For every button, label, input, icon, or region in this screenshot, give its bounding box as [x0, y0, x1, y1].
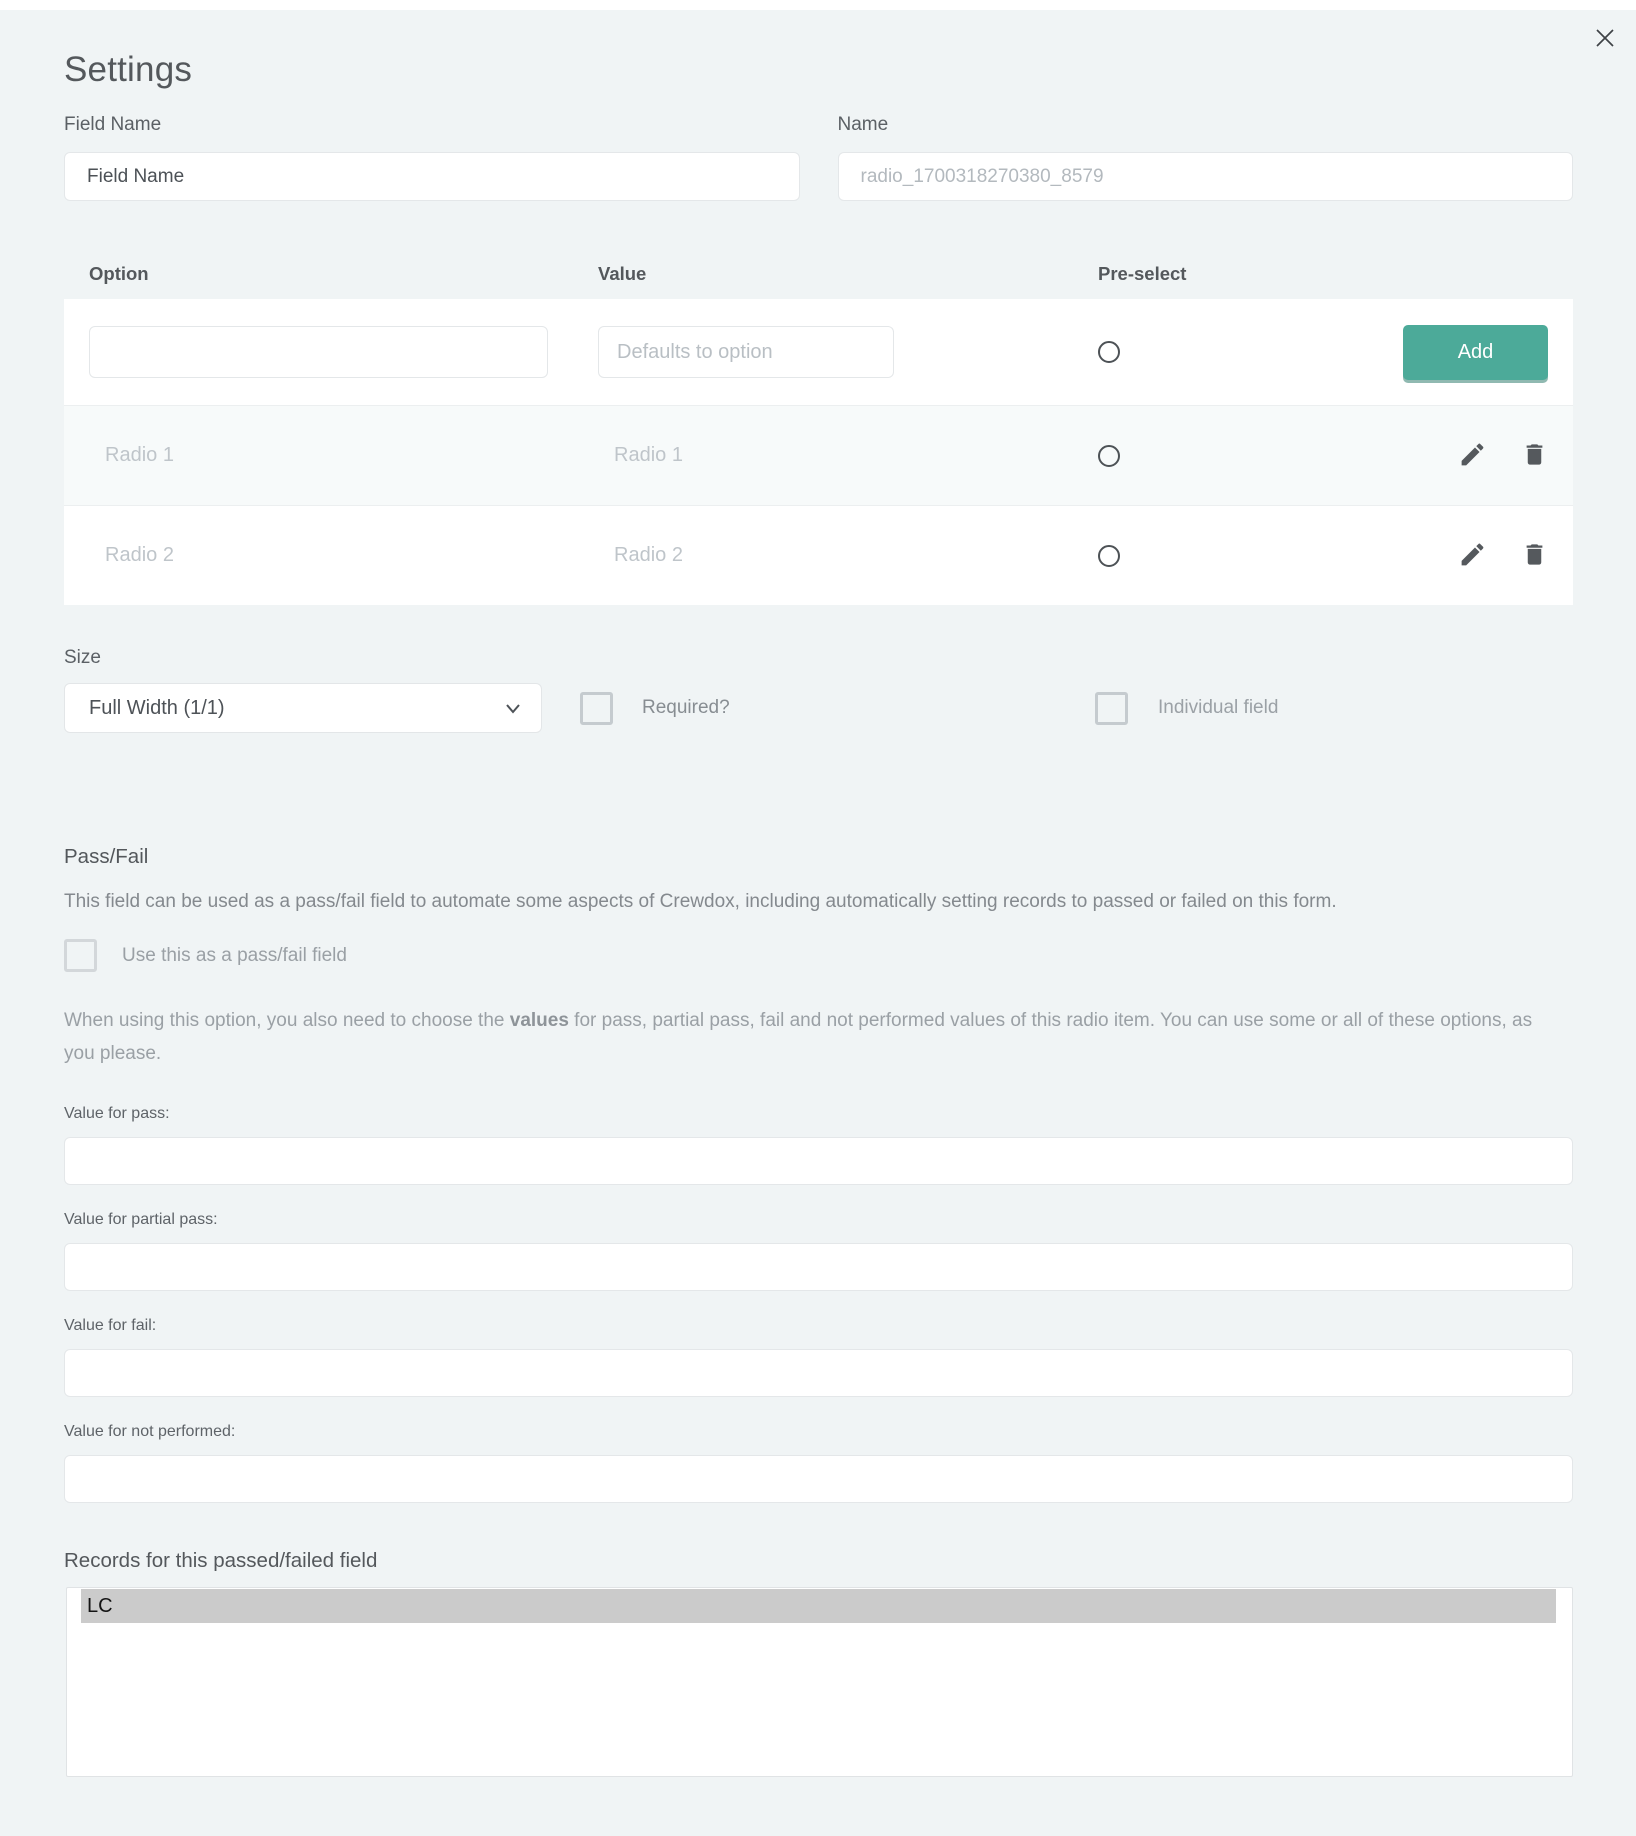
preselect-radio[interactable] — [1098, 445, 1120, 467]
value-for-not-performed-label: Value for not performed: — [64, 1423, 236, 1440]
pass-fail-checkbox-label: Use this as a pass/fail field — [122, 944, 347, 966]
new-preselect-radio[interactable] — [1098, 341, 1120, 363]
new-option-row — [64, 299, 1573, 405]
pass-fail-checkbox[interactable] — [64, 939, 97, 972]
pencil-icon — [1458, 540, 1487, 572]
trash-icon — [1521, 440, 1548, 472]
delete-option-button[interactable] — [1521, 440, 1548, 472]
value-for-pass-label: Value for pass: — [64, 1105, 170, 1122]
trash-icon — [1521, 540, 1548, 572]
value-column-header: Value — [598, 263, 647, 284]
size-label: Size — [64, 647, 101, 668]
individual-field-checkbox[interactable] — [1095, 692, 1128, 725]
note-text-before: When using this option, you also need to choose the — [64, 1010, 510, 1031]
page-top-strip — [0, 0, 1636, 10]
preselect-radio[interactable] — [1098, 545, 1120, 567]
chevron-down-icon — [503, 700, 523, 724]
records-listbox[interactable] — [66, 1587, 1573, 1777]
option-cell: Radio 1 — [105, 444, 174, 466]
name-input[interactable] — [838, 152, 1574, 201]
new-option-input[interactable] — [89, 326, 548, 378]
value-cell: Radio 1 — [614, 444, 683, 466]
edit-option-button[interactable] — [1458, 440, 1487, 472]
individual-field-checkbox-label: Individual field — [1158, 697, 1279, 718]
records-heading: Records for this passed/failed field — [64, 1549, 378, 1572]
pencil-icon — [1458, 440, 1487, 472]
delete-option-button[interactable] — [1521, 540, 1548, 572]
page-title: Settings — [64, 50, 193, 89]
option-column-header: Option — [89, 263, 149, 284]
option-cell: Radio 2 — [105, 544, 174, 566]
name-label: Name — [837, 114, 889, 135]
pass-fail-note — [64, 1004, 1573, 1070]
new-value-input[interactable] — [598, 326, 894, 378]
field-name-input[interactable] — [64, 152, 800, 201]
value-for-fail-input[interactable] — [64, 1349, 1573, 1397]
note-text-bold: values — [509, 1010, 569, 1031]
note-text-line2: you please. — [64, 1043, 162, 1064]
edit-option-button[interactable] — [1458, 540, 1487, 572]
settings-modal — [0, 10, 1636, 1836]
value-for-not-performed-input[interactable] — [64, 1455, 1573, 1503]
value-cell: Radio 2 — [614, 544, 683, 566]
options-table-header — [64, 263, 1573, 285]
options-table — [64, 299, 1573, 605]
preselect-column-header: Pre-select — [1098, 263, 1187, 284]
field-name-label: Field Name — [64, 114, 162, 135]
value-for-partial-pass-input[interactable] — [64, 1243, 1573, 1291]
pass-fail-heading: Pass/Fail — [64, 845, 149, 868]
value-for-partial-pass-label: Value for partial pass: — [64, 1211, 218, 1228]
required-checkbox-label: Required? — [642, 697, 730, 718]
add-option-button[interactable]: Add — [1403, 325, 1548, 380]
option-row-radio-2 — [64, 505, 1573, 605]
value-for-pass-input[interactable] — [64, 1137, 1573, 1185]
close-button[interactable] — [1590, 24, 1620, 54]
size-select[interactable] — [64, 683, 542, 733]
pass-fail-description: This field can be used as a pass/fail field to automate some aspects of Crewdox, including automatically setting records to passed or failed on this form. — [64, 891, 1337, 912]
required-checkbox[interactable] — [580, 692, 613, 725]
option-row-radio-1 — [64, 405, 1573, 505]
records-option-lc[interactable]: LC — [81, 1589, 1556, 1623]
size-select-value: Full Width (1/1) — [89, 696, 225, 719]
note-text-after: for pass, partial pass, fail and not performed values of this radio item. You can use some or all of these options, as — [568, 1010, 1533, 1031]
close-icon — [1592, 25, 1618, 54]
value-for-fail-label: Value for fail: — [64, 1317, 157, 1334]
